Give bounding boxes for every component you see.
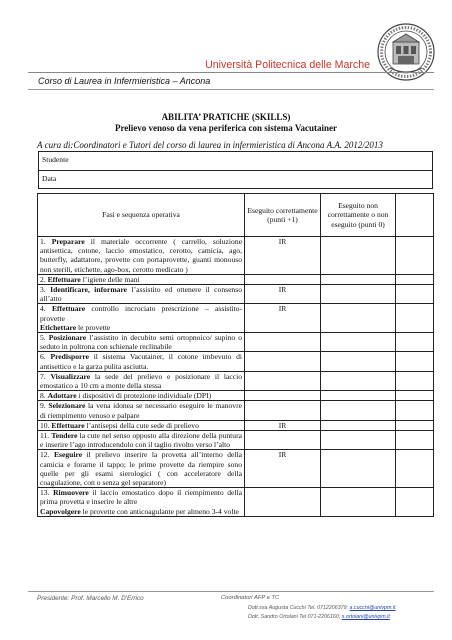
header-done-correctly: Eseguito correttamente (punti +1) [245,194,321,237]
step-description [38,304,245,333]
step-description [38,285,245,304]
step-keyword: Posizionare [48,333,87,343]
step-number: 8. [40,391,46,401]
step-description [38,333,245,352]
step-extra-keyword: Capovolgere [40,506,81,516]
not-done-cell[interactable] [321,420,396,430]
step-keyword: Visualizzare [50,371,91,381]
step-text: la sede del prelievo e posizionare il laccio emostatico a 10 cm a monte della stessa [40,371,242,391]
step-keyword: Adottare [47,391,77,401]
step-number: 2. [40,274,46,284]
step-description [38,391,245,401]
step-number: 1. [40,237,46,246]
course-divider [28,89,434,90]
step-description [38,401,245,420]
step-text: controllo incrociato prescrizione – assistito- provette [40,304,243,323]
table-row [38,285,434,304]
step-number: 4. [40,304,46,314]
step-description [38,371,245,390]
step-number: 13. [40,488,50,498]
table-header-row [38,194,434,237]
course-name: Corso di Laurea in Infermieristica – Ancona [38,76,211,86]
table-row [38,420,434,430]
student-field[interactable] [39,152,432,170]
extra-cell [396,274,434,284]
contact-ortolani-email[interactable]: s.ortolani@univpm.it [341,614,390,620]
step-text: la cute nel senso opposto alla direzione della puntura e inserire l’ago introducendolo con il taglio rivolto verso l’alto [40,431,242,450]
extra-cell [396,420,434,430]
header-not-done: Eseguito non correttamente o non eseguito (punti 0) [321,194,396,237]
footer-contact-ortolani [248,614,390,620]
header-divider [28,72,434,73]
step-keyword: Predisporre [50,352,89,362]
step-extra-keyword: Etichettare [40,322,77,332]
step-description [38,237,245,275]
not-done-cell[interactable] [321,450,396,488]
step-text: l’igiene delle mani [80,274,140,284]
step-keyword: Selezionare [48,401,86,411]
table-row [38,401,434,420]
extra-cell [396,371,434,390]
step-keyword: Tendere [51,431,78,441]
step-number: 10. [40,420,50,430]
contact-cucchi-email[interactable]: a.cucchi@univpm.it [349,605,396,611]
not-done-cell[interactable] [321,237,396,275]
contact-cucchi-text: Dott.ssa Augusta Cucchi Tel. 0712206379; [248,605,349,611]
extra-cell [396,352,434,371]
footer-contact-cucchi [248,605,396,611]
step-number: 7. [40,371,46,381]
student-info-box [38,151,433,189]
not-done-cell[interactable] [321,431,396,450]
step-description [38,420,245,430]
extra-cell [396,431,434,450]
step-description [38,352,245,371]
step-description [38,431,245,450]
not-done-cell[interactable] [321,274,396,284]
skills-checklist-table [37,193,434,517]
table-row [38,450,434,488]
table-row [38,391,434,401]
table-row [38,274,434,284]
university-seal-icon [376,22,436,82]
table-row [38,371,434,390]
header-phases: Fasi e sequenza operativa [38,194,245,237]
contact-ortolani-text: Dott. Sandro Ortolani Tel 071-2206160; [248,614,341,620]
not-done-cell[interactable] [321,285,396,304]
done-correctly-cell[interactable] [245,371,321,390]
step-text: la vena idonea se necessario eseguire le manovre di riempimento venoso e palpare [40,401,242,420]
step-text: il laccio emostatico dopo il riempimento della prima provetta e inserire le altre [40,488,242,507]
not-done-cell[interactable] [321,304,396,333]
curated-by-line: A cura di:Coordinatori e Tutori del corso di laurea in infermieristica di Ancona A.A. 2012/2013 [37,140,383,150]
date-field[interactable] [39,170,432,188]
step-number: 12. [40,450,50,460]
done-correctly-cell[interactable] [245,431,321,450]
step-text: il sistema Vacutainer, il cotone imbevuto di antisettico e la garza pulita asciutta. [40,352,242,371]
not-done-cell[interactable] [321,333,396,352]
done-correctly-cell[interactable]: IR [245,237,321,275]
table-row [38,431,434,450]
step-number: 3. [40,285,46,295]
university-name: Università Politecnica delle Marche [205,59,370,71]
extra-cell [396,391,434,401]
student-label: Studente [42,155,69,164]
step-keyword: Eseguire [53,450,83,460]
step-description [38,450,245,488]
step-keyword: Identificare, informare [50,285,128,295]
step-text: i dispositivi di protezione individuale (DPI) [76,391,212,401]
done-correctly-cell[interactable] [245,488,321,517]
footer-coordinators: Coordinatori AFP e TC [221,595,280,601]
done-correctly-cell[interactable] [245,401,321,420]
extra-cell [396,401,434,420]
extra-cell [396,450,434,488]
extra-cell [396,333,434,352]
footer-divider [28,591,434,592]
footer-president: Presidente: Prof. Marcello M. D'Errico [37,595,144,602]
not-done-cell[interactable] [321,488,396,517]
extra-cell [396,304,434,333]
step-keyword: Preparare [51,237,85,246]
step-text: l’antisepsi della cute sede di prelievo [84,420,199,430]
not-done-cell[interactable] [321,391,396,401]
table-row [38,488,434,517]
step-number: 9. [40,401,46,411]
extra-cell [396,285,434,304]
step-text: il materiale occorrente ( carrello, soluzione antisettica, cotone, laccio emostatico, cerotto, camicia, ago, butterfly, adattatore, provette con portaprovette, guanti monouso non sterili, etichette, ago-box, cerotto medicato ) [40,237,242,274]
not-done-cell[interactable] [321,352,396,371]
done-correctly-cell[interactable]: IR [245,304,321,333]
step-keyword: Effettuare [47,274,81,284]
step-extra-text: le provette con anticoagulante per almeno 3-4 volte [80,506,239,516]
step-keyword: Effettuare [51,420,85,430]
extra-cell [396,488,434,517]
done-correctly-cell[interactable] [245,352,321,371]
step-number: 6. [40,352,46,362]
extra-cell [396,237,434,275]
document-title: ABILITA’ PRATICHE (SKILLS) [161,112,291,122]
done-correctly-cell[interactable] [245,333,321,352]
step-number: 5. [40,333,46,343]
step-keyword: Effettuare [51,304,86,314]
step-description [38,488,245,517]
step-text: il prelievo inserire la provetta all’interno della camicia e forarne il tappo; le prime provette da riempire sono quelle per gli esami sierologici ( con acceleratore della coagulazione, con o senza gel separatore) [40,450,242,488]
table-row [38,304,434,333]
step-number: 11. [40,431,50,441]
document-subtitle: Prelievo venoso da vena periferica con sistema Vacutainer [114,123,338,133]
table-row [38,333,434,352]
table-row [38,237,434,275]
header-extra-column [396,194,434,237]
step-extra-text: le provette [76,322,111,332]
not-done-cell[interactable] [321,401,396,420]
date-label: Data [42,174,57,183]
step-description [38,274,245,284]
done-correctly-cell[interactable]: IR [245,450,321,488]
done-correctly-cell[interactable] [245,391,321,401]
done-correctly-cell[interactable] [245,274,321,284]
step-text: l’assistito ed ottenere il consenso all’atto [40,285,242,304]
step-text: l’assistito in decubito semi ortopnoico/ supino o seduto in poltrona con schienale reclinabile [40,333,242,352]
table-row [38,352,434,371]
done-correctly-cell[interactable]: IR [245,285,321,304]
done-correctly-cell[interactable]: IR [245,420,321,430]
not-done-cell[interactable] [321,371,396,390]
step-keyword: Rimuovere [53,488,89,498]
